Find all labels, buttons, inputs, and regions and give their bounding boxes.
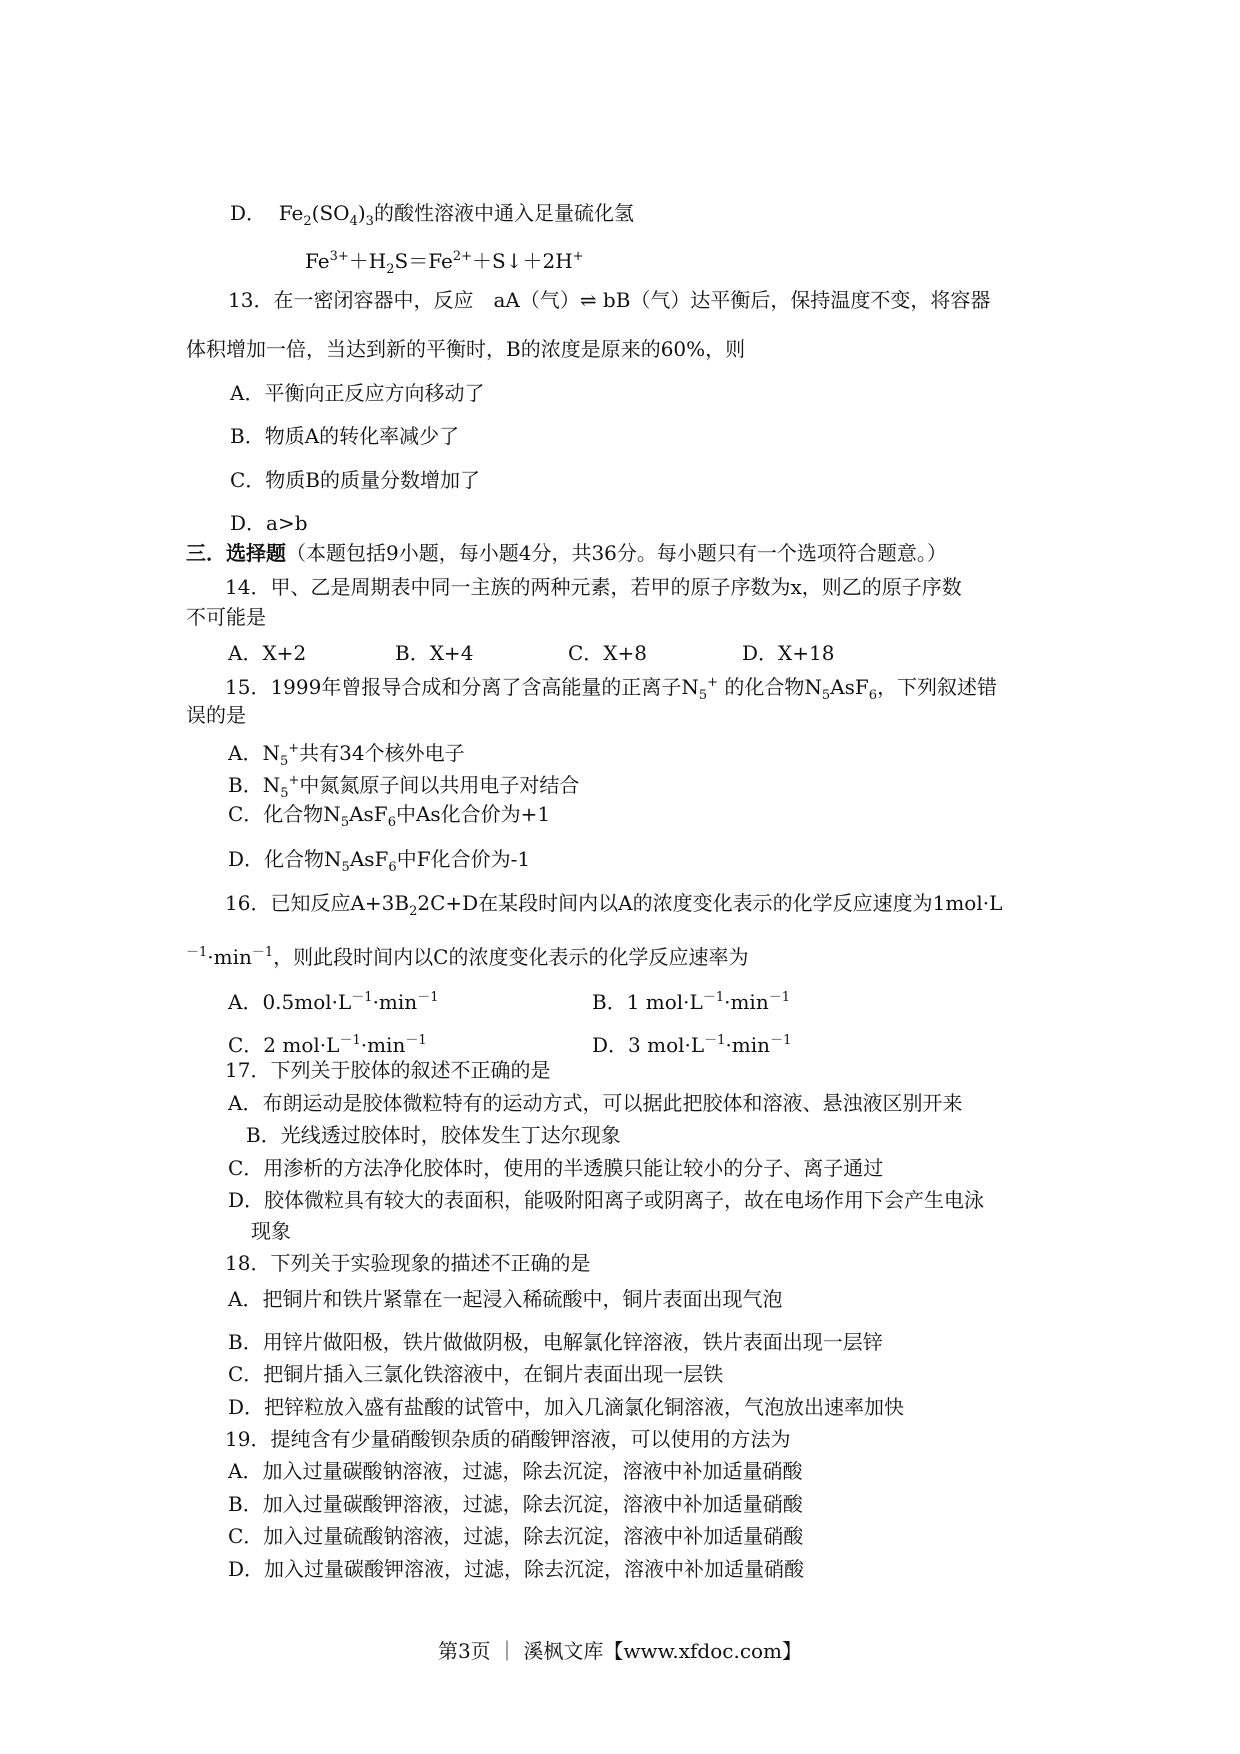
q17-option-b: B．光线透过胶体时，胶体发生丁达尔现象 (246, 1123, 621, 1147)
q17-option-a: A．布朗运动是胶体微粒特有的运动方式，可以据此把胶体和溶液、悬浊液区别开来 (228, 1091, 963, 1115)
q15-option-c: C．化合物$N_5AsF_6$中As化合价为+1 (228, 802, 551, 830)
q16-option-c: C．2 $mol\cdot L^{-1}\cdot\min^{-1}$ (228, 1033, 427, 1057)
q18-option-b: B．用锌片做阳极，铁片做做阴极，电解氯化锌溶液，铁片表面出现一层锌 (228, 1330, 883, 1354)
q18-stem: 18．下列关于实验现象的描述不正确的是 (225, 1251, 591, 1275)
q14-option-c: C．X+8 (568, 641, 648, 665)
q16-option-b: B．1 $mol\cdot L^{-1}\cdot\min^{-1}$ (592, 990, 790, 1014)
q18-option-a: A．把铜片和铁片紧靠在一起浸入稀硫酸中，铜片表面出现气泡 (228, 1287, 783, 1311)
q15-stem-line2: 误的是 (186, 703, 246, 727)
q18-option-c: C．把铜片插入三氯化铁溶液中，在铜片表面出现一层铁 (228, 1362, 724, 1386)
page-footer: 第3页 ｜ 溪枫文库【www.xfdoc.com】 (437, 1639, 803, 1663)
q13-stem-line2: 体积增加一倍，当达到新的平衡时，B的浓度是原来的60%，则 (186, 337, 746, 361)
q14-stem-line1: 14．甲、乙是周期表中同一主族的两种元素，若甲的原子序数为x，则乙的原子序数 (225, 575, 962, 599)
q15-option-a: A．$N_5^+$共有34个核外电子 (228, 741, 465, 769)
q13-option-a: A．平衡向正反应方向移动了 (230, 381, 485, 405)
q14-option-a: A．X+2 (228, 641, 307, 665)
q16-option-a: A．$0.5mol\cdot L^{-1}\cdot\min^{-1}$ (228, 990, 439, 1014)
q18-option-d: D．把锌粒放入盛有盐酸的试管中，加入几滴氯化铜溶液，气泡放出速率加快 (228, 1395, 905, 1419)
q17-option-d-line2: 现象 (251, 1219, 291, 1243)
q19-stem: 19．提纯含有少量硝酸钡杂质的硝酸钾溶液，可以使用的方法为 (225, 1427, 791, 1451)
q13-stem-line1: 13．在一密闭容器中，反应 aA（气）⇌ bB（气）达平衡后，保持温度不变，将容器 (228, 288, 991, 312)
q14-option-b: B．X+4 (395, 641, 474, 665)
q16-stem-line2: $^{-1}\cdot\min^{-1}$，则此段时间内以C的浓度变化表示的化学反应速率为 (186, 945, 749, 969)
q14-stem-line2: 不可能是 (186, 605, 266, 629)
q16-option-d: D．3 $mol\cdot L^{-1}\cdot\min^{-1}$ (592, 1033, 792, 1057)
q17-option-c: C．用渗析的方法净化胶体时，使用的半透膜只能让较小的分子、离子通过 (228, 1156, 884, 1180)
q19-option-c: C．加入过量硫酸钠溶液，过滤，除去沉淀，溶液中补加适量硝酸 (228, 1524, 804, 1548)
q12-equation: $Fe^{3+}+H_2S=Fe^{2+}+S↓+2H^+$ (305, 249, 584, 277)
q17-stem: 17．下列关于胶体的叙述不正确的是 (225, 1058, 551, 1082)
q17-option-d-line1: D．胶体微粒具有较大的表面积，能吸附阳离子或阴离子，故在电场作用下会产生电泳 (228, 1188, 985, 1212)
q15-option-d: D．化合物$N_5AsF_6$中F化合价为-1 (228, 847, 531, 875)
q13-option-d: D．a>b (230, 511, 308, 535)
q14-option-d: D．X+18 (742, 641, 835, 665)
q13-option-b: B．物质A的转化率减少了 (230, 424, 460, 448)
section-3-heading (186, 540, 947, 566)
q16-stem-line1: 16．已知反应$A+3B_22C+D$在某段时间内以A的浓度变化表示的化学反应速度为1mol·L (225, 891, 1003, 919)
section-3-title: 三．选择题 (186, 541, 286, 565)
section-3-note: （本题包括9小题，每小题4分，共36分。每小题只有一个选项符合题意。） (286, 541, 947, 565)
q19-option-b: B．加入过量碳酸钾溶液，过滤，除去沉淀，溶液中补加适量硝酸 (228, 1492, 803, 1516)
q13-option-c: C．物质B的质量分数增加了 (230, 468, 480, 492)
q12-option-d: D． $Fe_2(SO_4)_3$的酸性溶液中通入足量硫化氢 (230, 201, 634, 229)
q19-option-a: A．加入过量碳酸钠溶液，过滤，除去沉淀，溶液中补加适量硝酸 (228, 1459, 803, 1483)
q15-option-b: B．$N_5^+$中氮氮原子间以共用电子对结合 (228, 773, 580, 801)
q15-stem-line1: 15．1999年曾报导合成和分离了含高能量的正离子$N_5^+$ 的化合物$N_5AsF_6$，下列叙述错 (225, 675, 998, 703)
q19-option-d: D．加入过量碳酸钾溶液，过滤，除去沉淀，溶液中补加适量硝酸 (228, 1557, 805, 1581)
